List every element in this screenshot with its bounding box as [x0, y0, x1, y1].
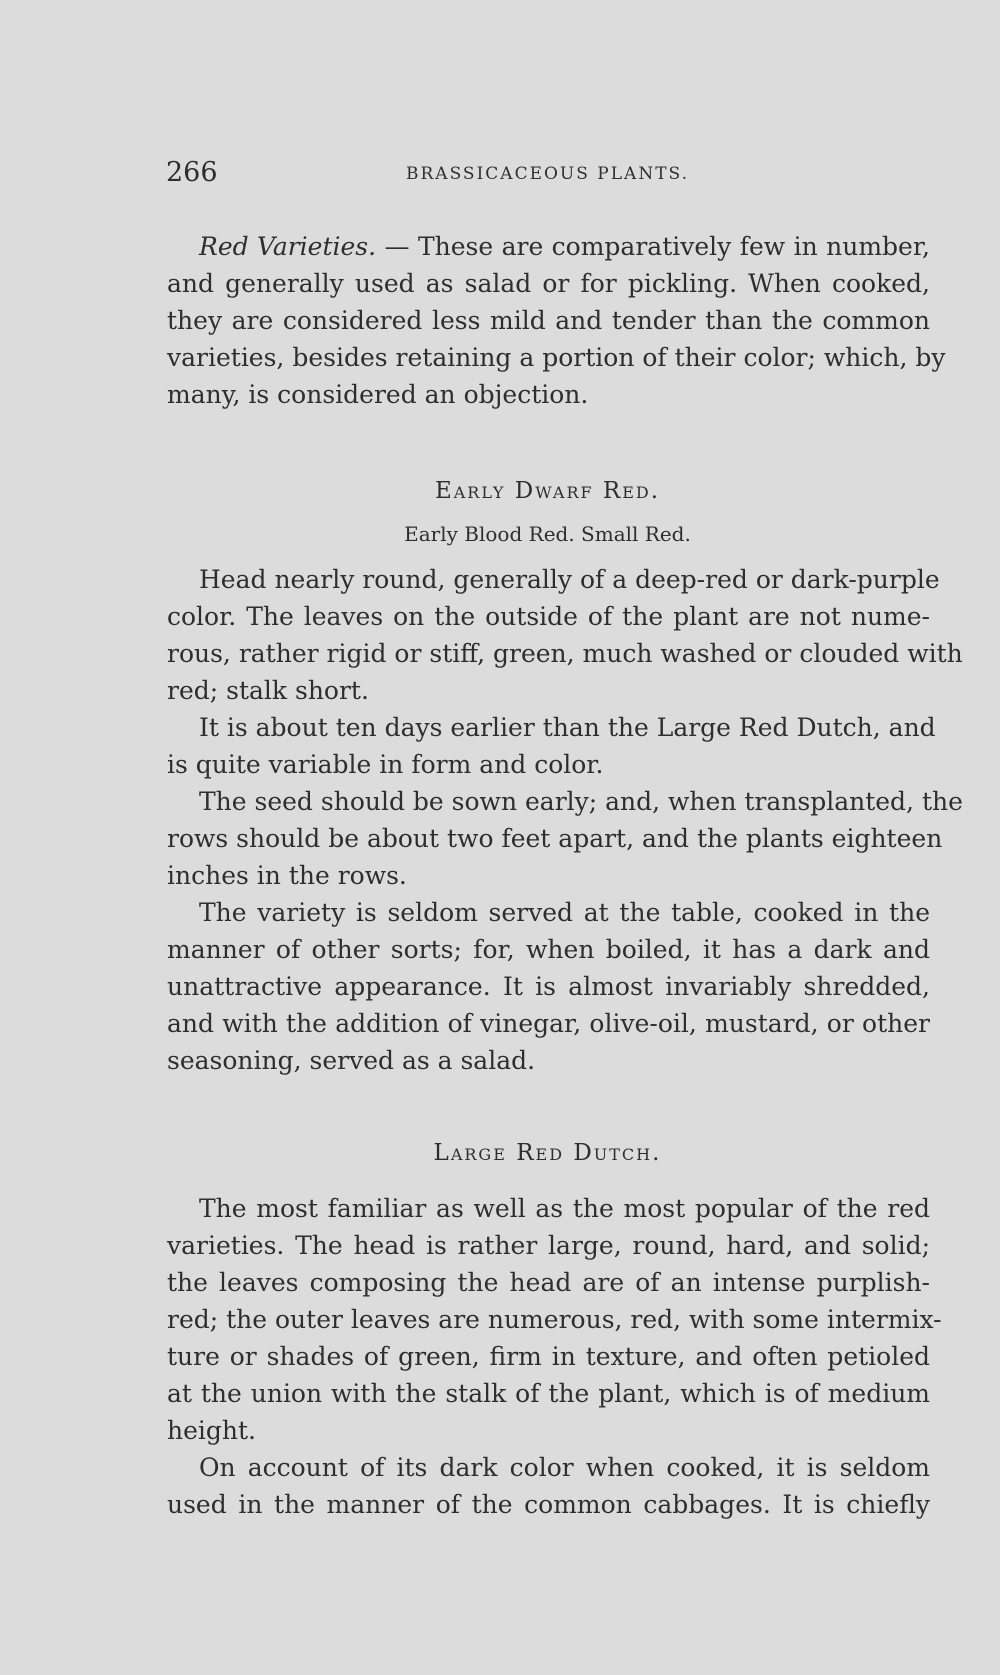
text-line-rest: — These are comparatively few in number, [376, 232, 930, 261]
text-line: The variety is seldom served at the table, cooked in the [199, 898, 930, 927]
text-line: is quite variable in form and color. [167, 750, 604, 779]
text-line: and generally used as salad or for pickling. When cooked, [167, 269, 930, 298]
text-line: red; stalk short. [167, 676, 369, 705]
text-line: varieties, besides retaining a portion of their color; which, by [167, 343, 946, 372]
text-line: Head nearly round, generally of a deep-red or dark-purple [199, 565, 940, 594]
text-line: varieties. The head is rather large, round, hard, and solid; [167, 1231, 930, 1260]
text-line: the leaves composing the head are of an intense purplish- [167, 1268, 930, 1297]
text-line: It is about ten days earlier than the Large Red Dutch, and [199, 713, 936, 742]
text-line: they are considered less mild and tender than the common [167, 306, 930, 335]
text-line [167, 228, 930, 265]
text-line: many, is considered an objection. [167, 380, 589, 409]
intro-paragraph [167, 228, 946, 413]
text-line: color. The leaves on the outside of the plant are not nume- [167, 602, 930, 631]
section-title: Large Red Dutch. [433, 1140, 662, 1166]
running-title: BRASSICACEOUS PLANTS. [406, 164, 689, 184]
text-line: manner of other sorts; for, when boiled, it has a dark and [167, 935, 930, 964]
section-synonyms: Early Blood Red. Small Red. [404, 522, 691, 546]
text-line: rows should be about two feet apart, and the plants eighteen [167, 824, 943, 853]
text-line: height. [167, 1416, 256, 1445]
text-line: ture or shades of green, firm in texture, and often petioled [167, 1342, 930, 1371]
text-line: inches in the rows. [167, 861, 407, 890]
text-line: rous, rather rigid or stiff, green, much washed or clouded with [167, 639, 963, 668]
text-line: red; the outer leaves are numerous, red, with some intermix- [167, 1305, 942, 1334]
text-line: The most familiar as well as the most popular of the red [199, 1194, 930, 1223]
text-line: seasoning, served as a salad. [167, 1046, 536, 1075]
text-line: used in the manner of the common cabbages. It is chiefly [167, 1490, 930, 1519]
text-line: at the union with the stalk of the plant, which is of medium [167, 1379, 930, 1408]
italic-lead: Red Varieties. [199, 232, 377, 261]
page-number: 266 [166, 157, 218, 188]
section-title: Early Dwarf Red. [434, 478, 661, 504]
section-body [167, 561, 963, 1079]
section-body [167, 1190, 942, 1523]
text-line: On account of its dark color when cooked, it is seldom [199, 1453, 930, 1482]
text-line: unattractive appearance. It is almost invariably shredded, [167, 972, 930, 1001]
text-line: and with the addition of vinegar, olive-oil, mustard, or other [167, 1009, 930, 1038]
text-line: The seed should be sown early; and, when transplanted, the [199, 787, 963, 816]
